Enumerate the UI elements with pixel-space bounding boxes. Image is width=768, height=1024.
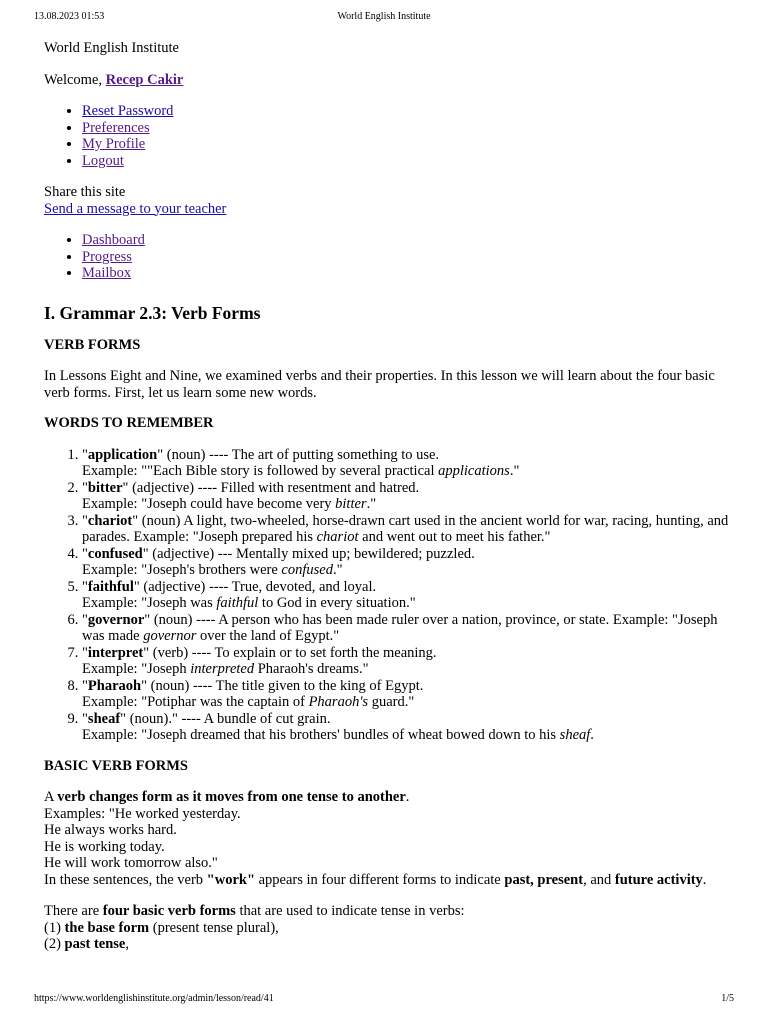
vocabulary-item: 7. "interpret" (verb) ---- To explain or to set forth the meaning. Example: "Joseph interpreted Pharaoh's dreams." [82, 645, 734, 678]
four-forms-text: There are four basic verb forms that are used to indicate tense in verbs: (1) the base form (present tense plural), (2) past tense, [44, 903, 465, 952]
message-teacher-link[interactable]: Send a message to your teacher [44, 200, 227, 217]
print-page-title: World English Institute [337, 11, 431, 22]
vocabulary-item: 8. "Pharaoh" (noun) ---- The title given to the king of Egypt. Example: "Potiphar was the captain of Pharaoh's guard." [82, 678, 734, 711]
vocabulary-item: 9. "sheaf" (noun)." ---- A bundle of cut grain. Example: "Joseph dreamed that his brothers' bundles of wheat bowed down to his sheaf. [82, 711, 734, 744]
vocab-word: confused [87, 545, 143, 562]
vocabulary-item: 4. "confused" (adjective) --- Mentally mixed up; bewildered; puzzled. Example: "Joseph's brothers were confused." [82, 546, 734, 579]
logout-link[interactable]: Logout [82, 152, 124, 169]
print-url: https://www.worldenglishinstitute.org/admin/lesson/read/41 [34, 993, 274, 1004]
vocabulary-item: 2. "bitter" (adjective) ---- Filled with resentment and hatred. Example: "Joseph could have become very bitter." [82, 480, 734, 513]
vocab-word: bitter [87, 479, 123, 496]
nav-item [82, 249, 734, 266]
section-heading-basic-verb-forms: BASIC VERB FORMS [44, 757, 188, 774]
print-page-number: 1/5 [721, 993, 734, 1004]
print-datetime: 13.08.2023 01:53 [34, 11, 105, 22]
site-name: World English Institute [44, 40, 179, 56]
main-nav [44, 232, 734, 282]
vocab-word: governor [87, 611, 145, 628]
lesson-title: I. Grammar 2.3: Verb Forms [44, 302, 261, 323]
account-menu-item [82, 136, 734, 153]
dashboard-link[interactable]: Dashboard [82, 232, 145, 248]
my-profile-link[interactable]: My Profile [82, 136, 146, 152]
vocabulary-item: 5. "faithful" (adjective) ---- True, devoted, and loyal. Example: "Joseph was faithful to God in every situation." [82, 579, 734, 612]
nav-item [82, 232, 734, 249]
section-heading-words: WORDS TO REMEMBER [44, 415, 214, 431]
vocab-word: sheaf [87, 710, 121, 727]
user-profile-link[interactable]: Recep Cakir [105, 71, 184, 88]
account-menu-item [82, 103, 734, 120]
share-label: Share this site [44, 184, 126, 200]
progress-link[interactable]: Progress [82, 248, 132, 265]
reset-password-link[interactable]: Reset Password [82, 103, 174, 119]
account-menu [44, 103, 734, 169]
mailbox-link[interactable]: Mailbox [82, 265, 132, 281]
vocab-word: interpret [87, 644, 144, 661]
vocabulary-item: 3. "chariot" (noun) A light, two-wheeled, horse-drawn cart used in the ancient world for war, racing, hunting, and parades. Example: "Joseph prepared his chariot and went out to meet his father." [82, 513, 734, 546]
preferences-link[interactable]: Preferences [82, 119, 150, 136]
lesson-intro: In Lessons Eight and Nine, we examined verbs and their properties. In this lesson we will learn about the four basic verb forms. First, let us learn some new words. [44, 368, 715, 401]
vocab-word: application [87, 446, 158, 463]
vocabulary-item: 6. "governor" (noun) ---- A person who has been made ruler over a nation, province, or state. Example: "Joseph was made governor over the land of Egypt." [82, 612, 734, 645]
vocab-word: chariot [87, 512, 133, 529]
vocabulary-list [44, 447, 734, 744]
account-menu-item [82, 153, 734, 170]
vocab-word: Pharaoh [87, 677, 142, 694]
page-content [44, 40, 734, 953]
account-menu-item [82, 120, 734, 137]
section-heading-verb-forms: VERB FORMS [44, 336, 141, 353]
vocab-word: faithful [87, 578, 134, 595]
nav-item [82, 265, 734, 282]
vocabulary-item: 1. "application" (noun) ---- The art of putting something to use. Example: ""Each Bible story is followed by several practical applications." [82, 447, 734, 480]
basic-verb-forms-text: A verb changes form as it moves from one tense to another. Examples: "He worked yesterday. He always works hard. He is working today. He will work tomorrow also." In these sentences, the verb "work" appears in four different forms to indicate past, present, and future activity. [44, 789, 707, 888]
welcome-line: Welcome, Recep Cakir [44, 71, 184, 88]
